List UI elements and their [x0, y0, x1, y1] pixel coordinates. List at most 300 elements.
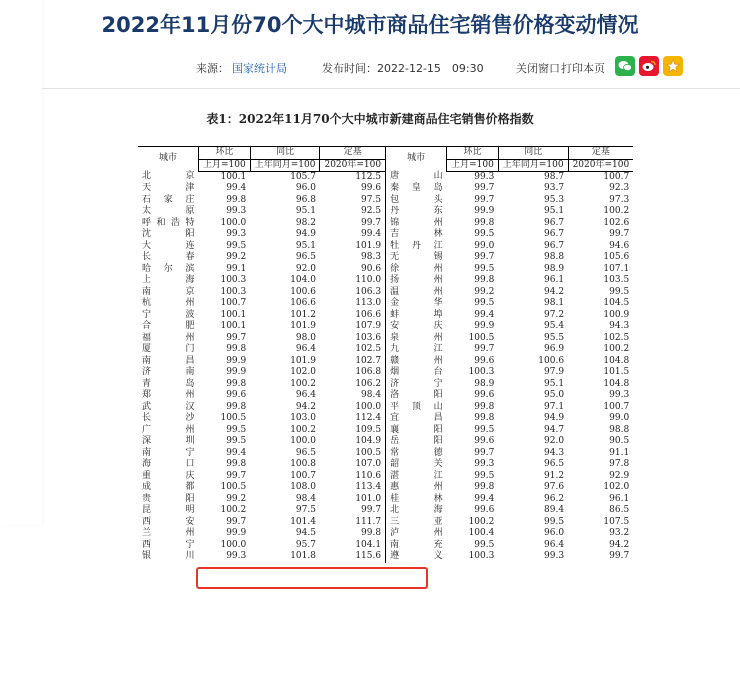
- table-row: [138, 505, 633, 517]
- city-cell: 天 津: [142, 183, 195, 193]
- base-value-cell: 104.1: [355, 539, 382, 550]
- base-value-cell: 110.6: [355, 470, 382, 481]
- table-row: [138, 402, 633, 414]
- mom-value-cell: 100.1: [220, 321, 247, 331]
- yoy-value-cell: 96.5: [295, 447, 316, 458]
- yoy-value-cell: 100.2: [290, 378, 316, 389]
- mom-value-cell: 99.9: [226, 367, 247, 377]
- table-row: [138, 310, 633, 322]
- city-cell: 湛 江: [386, 471, 447, 483]
- base-value-cell: 92.5: [361, 206, 382, 216]
- base-value-cell: 100.7: [603, 171, 630, 182]
- yoy-value-cell: 96.4: [544, 539, 565, 550]
- city-cell: 徐 州: [386, 264, 447, 276]
- city-cell: 上 海: [142, 275, 195, 285]
- city-cell: 太 原: [142, 206, 195, 216]
- yoy-value-cell: 100.6: [290, 286, 316, 297]
- yoy-value-cell: 101.9: [290, 321, 316, 331]
- city-cell: 丹 东: [386, 206, 447, 218]
- city-cell: 北 海: [386, 505, 447, 517]
- mom-value-cell: 99.8: [226, 344, 247, 354]
- wechat-icon[interactable]: [615, 56, 635, 76]
- source-label: 来源：: [196, 62, 229, 75]
- mom-value-cell: 99.7: [226, 470, 247, 481]
- table-row: [138, 540, 633, 552]
- mom-value-cell: 99.6: [474, 390, 495, 400]
- city-cell: 郑 州: [142, 390, 195, 400]
- mom-value-cell: 99.3: [226, 206, 247, 216]
- mom-value-cell: 100.0: [220, 217, 247, 228]
- mom-value-cell: 99.3: [226, 551, 247, 561]
- city-cell: 吉 林: [386, 229, 447, 241]
- mom-value-cell: 99.9: [226, 355, 247, 366]
- base-value-cell: 102.0: [603, 482, 630, 492]
- city-cell: 武 汉: [142, 401, 195, 412]
- yoy-value-cell: 100.7: [290, 470, 316, 481]
- base-value-cell: 100.7: [603, 401, 630, 412]
- publish-time: 2022-12-15 09:30: [377, 62, 484, 75]
- base-value-cell: 115.6: [355, 551, 382, 561]
- city-cell: 九 江: [386, 344, 447, 356]
- base-value-cell: 101.0: [355, 493, 382, 504]
- table-row: [138, 252, 633, 264]
- mom-value-cell: 100.2: [220, 505, 247, 515]
- price-index-table: [138, 146, 633, 563]
- base-value-cell: 97.8: [609, 459, 630, 469]
- mom-value-cell: 99.5: [226, 436, 247, 446]
- city-cell: 昆 明: [142, 505, 195, 515]
- base-value-cell: 110.0: [355, 275, 382, 285]
- mom-value-cell: 99.8: [474, 275, 495, 285]
- yoy-value-cell: 94.7: [544, 424, 565, 435]
- city-cell: 泉 州: [386, 333, 447, 345]
- base-value-cell: 99.6: [361, 183, 382, 193]
- city-cell: 洛 阳: [386, 390, 447, 402]
- base-value-cell: 102.5: [355, 344, 382, 354]
- mom-value-cell: 99.7: [474, 252, 495, 262]
- yoy-value-cell: 96.7: [544, 217, 565, 228]
- yoy-value-cell: 92.0: [544, 436, 565, 446]
- base-value-cell: 99.8: [361, 528, 382, 538]
- mom-value-cell: 99.2: [226, 252, 247, 262]
- base-value-cell: 98.4: [361, 390, 382, 400]
- mom-value-cell: 100.3: [468, 551, 495, 561]
- yoy-value-cell: 95.1: [295, 240, 316, 251]
- print-page-button[interactable]: 打印本页: [561, 62, 605, 75]
- city-cell: 杭 州: [142, 298, 195, 308]
- city-cell: 秦皇岛: [386, 183, 447, 195]
- base-value-cell: 107.0: [355, 459, 382, 469]
- yoy-value-cell: 104.0: [290, 275, 316, 285]
- mom-value-cell: 99.7: [226, 516, 247, 527]
- yoy-value-cell: 95.1: [544, 206, 565, 216]
- mom-value-cell: 99.2: [474, 286, 495, 297]
- base-value-cell: 100.0: [355, 401, 382, 412]
- city-cell: 安 庆: [386, 321, 447, 333]
- mom-value-cell: 99.9: [226, 528, 247, 538]
- yoy-value-cell: 95.3: [544, 194, 565, 205]
- city-cell: 赣 州: [386, 356, 447, 368]
- header-divider: [42, 88, 740, 89]
- mom-value-cell: 99.3: [474, 171, 495, 182]
- header-yoy-left: 同比: [250, 147, 320, 160]
- table-row: [138, 171, 633, 183]
- yoy-value-cell: 94.3: [544, 447, 565, 458]
- city-cell: 三 亚: [386, 517, 447, 529]
- city-cell: 银 川: [142, 551, 195, 561]
- table-row: [138, 241, 633, 253]
- table-row: [138, 471, 633, 483]
- yoy-value-cell: 96.9: [544, 344, 565, 354]
- table-row: [138, 482, 633, 494]
- city-cell: 无 锡: [386, 252, 447, 264]
- base-value-cell: 99.3: [609, 390, 630, 400]
- city-cell: 襄 阳: [386, 425, 447, 437]
- base-value-cell: 96.1: [609, 493, 630, 504]
- base-value-cell: 106.3: [355, 286, 382, 297]
- yoy-value-cell: 93.7: [544, 183, 565, 193]
- base-value-cell: 107.1: [603, 263, 630, 274]
- yoy-value-cell: 95.7: [295, 539, 316, 550]
- highlight-box-chengdu: [196, 567, 428, 589]
- city-cell: 金 华: [386, 298, 447, 310]
- yoy-value-cell: 96.0: [544, 528, 565, 538]
- yoy-value-cell: 98.7: [544, 171, 565, 182]
- table-row: [138, 321, 633, 333]
- table-row: [138, 459, 633, 471]
- base-value-cell: 92.3: [609, 183, 630, 193]
- base-value-cell: 104.8: [603, 355, 630, 366]
- city-cell: 惠 州: [386, 482, 447, 494]
- mom-value-cell: 100.1: [220, 309, 247, 320]
- city-cell: 北 京: [142, 171, 195, 182]
- mom-value-cell: 99.5: [226, 240, 247, 251]
- mom-value-cell: 99.8: [226, 459, 247, 469]
- mom-value-cell: 99.8: [474, 217, 495, 228]
- city-cell: 石家庄: [142, 194, 195, 205]
- city-cell: 西 宁: [142, 539, 195, 550]
- city-cell: 南 充: [386, 540, 447, 552]
- mom-value-cell: 99.1: [226, 263, 247, 274]
- table-row: [138, 195, 633, 207]
- yoy-value-cell: 103.0: [290, 413, 316, 423]
- mom-value-cell: 99.4: [226, 447, 247, 458]
- publish-label: 发布时间：: [322, 62, 377, 75]
- header-yoy-sub-left: 上年同月=100: [250, 159, 320, 171]
- mom-value-cell: 99.7: [474, 183, 495, 193]
- table-row: [138, 436, 633, 448]
- mom-value-cell: 100.5: [220, 482, 247, 492]
- mom-value-cell: 99.8: [474, 482, 495, 492]
- table-row: [138, 367, 633, 379]
- yoy-value-cell: 96.5: [544, 459, 565, 469]
- base-value-cell: 112.5: [355, 171, 382, 182]
- mom-value-cell: 99.4: [474, 309, 495, 320]
- base-value-cell: 107.5: [603, 516, 630, 527]
- city-cell: 济 宁: [386, 379, 447, 391]
- table-row: [138, 206, 633, 218]
- base-value-cell: 106.6: [355, 309, 382, 320]
- city-cell: 福 州: [142, 332, 195, 343]
- yoy-value-cell: 97.1: [544, 401, 565, 412]
- table-title: 表1：2022年11月70个大中城市新建商品住宅销售价格指数: [206, 112, 534, 126]
- header-base-sub-right: 2020年=100: [568, 159, 633, 171]
- city-cell: 平顶山: [386, 402, 447, 414]
- header-mom-sub-left: 上月=100: [199, 159, 251, 171]
- table-row: [138, 298, 633, 310]
- base-value-cell: 100.2: [603, 206, 630, 216]
- yoy-value-cell: 94.2: [544, 286, 565, 297]
- table-row: [138, 379, 633, 391]
- yoy-value-cell: 105.7: [290, 171, 316, 182]
- yoy-value-cell: 96.8: [295, 194, 316, 205]
- header-base-right: 定基: [568, 147, 633, 160]
- mom-value-cell: 99.5: [474, 229, 495, 239]
- city-cell: 烟 台: [386, 367, 447, 379]
- base-value-cell: 98.3: [361, 252, 382, 262]
- mom-value-cell: 100.1: [220, 171, 247, 182]
- base-value-cell: 100.9: [603, 309, 630, 320]
- yoy-value-cell: 98.2: [295, 217, 316, 228]
- header-mom-left: 环比: [199, 147, 251, 160]
- mom-value-cell: 99.4: [226, 183, 247, 193]
- yoy-value-cell: 96.2: [544, 493, 565, 504]
- yoy-value-cell: 100.8: [290, 459, 316, 469]
- mom-value-cell: 100.3: [468, 367, 495, 377]
- base-value-cell: 102.6: [603, 217, 630, 228]
- yoy-value-cell: 95.4: [544, 321, 565, 331]
- page-title: 2022年11月份70个大中城市商品住宅销售价格变动情况: [101, 13, 639, 37]
- city-cell: 海 口: [142, 459, 195, 469]
- header-yoy-right: 同比: [498, 147, 568, 160]
- city-cell: 宁 波: [142, 309, 195, 320]
- city-cell: 合 肥: [142, 321, 195, 331]
- city-cell: 贵 阳: [142, 493, 195, 504]
- base-value-cell: 101.5: [603, 367, 630, 377]
- base-value-cell: 102.5: [603, 332, 630, 343]
- yoy-value-cell: 89.4: [544, 505, 565, 515]
- city-cell: 呼和浩特: [142, 217, 195, 228]
- yoy-value-cell: 97.5: [295, 505, 316, 515]
- mom-value-cell: 99.5: [474, 263, 495, 274]
- yoy-value-cell: 94.2: [295, 401, 316, 412]
- mom-value-cell: 99.5: [474, 470, 495, 481]
- base-value-cell: 100.5: [355, 447, 382, 458]
- yoy-value-cell: 95.1: [295, 206, 316, 216]
- table-row: [138, 494, 633, 506]
- base-value-cell: 99.4: [361, 229, 382, 239]
- mom-value-cell: 100.3: [220, 275, 247, 285]
- table-row: [138, 275, 633, 287]
- base-value-cell: 112.4: [355, 413, 382, 423]
- base-value-cell: 104.9: [355, 436, 382, 446]
- base-value-cell: 113.4: [355, 482, 382, 492]
- base-value-cell: 99.7: [609, 229, 630, 239]
- city-cell: 牡丹江: [386, 241, 447, 253]
- city-cell: 长 沙: [142, 413, 195, 423]
- base-value-cell: 99.5: [609, 286, 630, 297]
- base-value-cell: 99.7: [361, 505, 382, 515]
- table-row: [138, 551, 633, 563]
- city-cell: 西 安: [142, 516, 195, 527]
- qzone-icon[interactable]: [663, 56, 683, 76]
- base-value-cell: 104.8: [603, 378, 630, 389]
- mom-value-cell: 100.3: [220, 286, 247, 297]
- mom-value-cell: 99.2: [226, 493, 247, 504]
- yoy-value-cell: 101.4: [290, 516, 316, 527]
- table-row: [138, 413, 633, 425]
- base-value-cell: 105.6: [603, 252, 630, 262]
- city-cell: 包 头: [386, 195, 447, 207]
- city-cell: 重 庆: [142, 470, 195, 481]
- city-cell: 扬 州: [386, 275, 447, 287]
- yoy-value-cell: 101.2: [290, 309, 316, 320]
- yoy-value-cell: 101.8: [290, 551, 316, 561]
- mom-value-cell: 99.0: [474, 240, 495, 251]
- base-value-cell: 109.5: [355, 424, 382, 435]
- table-row: [138, 448, 633, 460]
- yoy-value-cell: 97.6: [544, 482, 565, 492]
- mom-value-cell: 99.5: [226, 424, 247, 435]
- header-base-left: 定基: [320, 147, 386, 160]
- source-link[interactable]: 国家统计局: [232, 62, 287, 75]
- city-cell: 蚌 埠: [386, 310, 447, 322]
- city-cell: 长 春: [142, 252, 195, 262]
- yoy-value-cell: 101.9: [290, 355, 316, 366]
- table-row: [138, 333, 633, 345]
- mom-value-cell: 100.2: [468, 516, 495, 527]
- mom-value-cell: 99.9: [474, 206, 495, 216]
- mom-value-cell: 99.7: [474, 194, 495, 205]
- city-cell: 韶 关: [386, 459, 447, 471]
- base-value-cell: 101.9: [355, 240, 382, 251]
- base-value-cell: 90.6: [361, 263, 382, 274]
- header-yoy-sub-right: 上年同月=100: [498, 159, 568, 171]
- city-cell: 锦 州: [386, 218, 447, 230]
- city-cell: 泸 州: [386, 528, 447, 540]
- table-row: [138, 356, 633, 368]
- base-value-cell: 91.1: [609, 447, 630, 458]
- yoy-value-cell: 98.0: [295, 332, 316, 343]
- mom-value-cell: 100.5: [220, 413, 247, 423]
- table-row: [138, 229, 633, 241]
- mom-value-cell: 99.6: [474, 436, 495, 446]
- yoy-value-cell: 91.2: [544, 470, 565, 481]
- yoy-value-cell: 102.0: [290, 367, 316, 377]
- mom-value-cell: 99.6: [226, 390, 247, 400]
- mom-value-cell: 99.3: [474, 459, 495, 469]
- mom-value-cell: 99.7: [226, 332, 247, 343]
- yoy-value-cell: 108.0: [290, 482, 316, 492]
- table-row: [138, 344, 633, 356]
- city-cell: 南 昌: [142, 355, 195, 366]
- yoy-value-cell: 98.8: [544, 252, 565, 262]
- mom-value-cell: 99.5: [474, 298, 495, 308]
- city-cell: 济 南: [142, 367, 195, 377]
- table-row: [138, 425, 633, 437]
- base-value-cell: 99.0: [609, 413, 630, 423]
- mom-value-cell: 99.4: [474, 493, 495, 504]
- city-cell: 唐 山: [386, 171, 447, 183]
- yoy-value-cell: 95.5: [544, 332, 565, 343]
- base-value-cell: 100.2: [603, 344, 630, 354]
- yoy-value-cell: 99.3: [544, 551, 565, 561]
- yoy-value-cell: 94.9: [544, 413, 565, 423]
- table-body: [138, 171, 633, 563]
- base-value-cell: 94.6: [609, 240, 630, 251]
- city-cell: 宜 昌: [386, 413, 447, 425]
- yoy-value-cell: 100.0: [290, 436, 316, 446]
- mom-value-cell: 99.8: [226, 194, 247, 205]
- yoy-value-cell: 95.1: [544, 378, 565, 389]
- base-value-cell: 106.8: [355, 367, 382, 377]
- weibo-icon[interactable]: [639, 56, 659, 76]
- city-cell: 大 连: [142, 240, 195, 251]
- base-value-cell: 98.8: [609, 424, 630, 435]
- close-window-button[interactable]: 关闭窗口: [516, 62, 560, 75]
- mom-value-cell: 100.5: [468, 332, 495, 343]
- city-cell: 桂 林: [386, 494, 447, 506]
- yoy-value-cell: 106.6: [290, 298, 316, 308]
- table-row: [138, 528, 633, 540]
- city-cell: 成 都: [142, 482, 195, 492]
- table-row: [138, 264, 633, 276]
- header-mom-sub-right: 上月=100: [447, 159, 499, 171]
- yoy-value-cell: 96.7: [544, 240, 565, 251]
- base-value-cell: 97.3: [609, 194, 630, 205]
- yoy-value-cell: 94.5: [295, 528, 316, 538]
- yoy-value-cell: 100.2: [290, 424, 316, 435]
- base-value-cell: 90.5: [609, 436, 630, 446]
- mom-value-cell: 99.6: [474, 505, 495, 515]
- yoy-value-cell: 98.4: [295, 493, 316, 504]
- base-value-cell: 104.5: [603, 298, 630, 308]
- yoy-value-cell: 92.0: [295, 263, 316, 274]
- table-row: [138, 517, 633, 529]
- yoy-value-cell: 98.1: [544, 298, 565, 308]
- base-value-cell: 97.5: [361, 194, 382, 205]
- base-value-cell: 99.7: [609, 551, 630, 561]
- city-cell: 深 圳: [142, 436, 195, 446]
- city-cell: 厦 门: [142, 344, 195, 354]
- header-city-right: 城市: [386, 147, 447, 172]
- base-value-cell: 94.2: [609, 539, 630, 550]
- mom-value-cell: 100.4: [468, 528, 495, 538]
- mom-value-cell: 99.8: [474, 401, 495, 412]
- mom-value-cell: 99.6: [474, 355, 495, 366]
- mom-value-cell: 100.0: [220, 539, 247, 550]
- mom-value-cell: 100.7: [220, 298, 247, 308]
- mom-value-cell: 99.3: [226, 229, 247, 239]
- base-value-cell: 99.7: [361, 217, 382, 228]
- mom-value-cell: 99.7: [474, 344, 495, 354]
- mom-value-cell: 99.8: [226, 401, 247, 412]
- mom-value-cell: 99.5: [474, 424, 495, 435]
- base-value-cell: 103.5: [603, 275, 630, 285]
- city-cell: 常 德: [386, 448, 447, 460]
- base-value-cell: 107.9: [355, 321, 382, 331]
- yoy-value-cell: 97.2: [544, 309, 565, 320]
- city-cell: 青 岛: [142, 378, 195, 389]
- table-row: [138, 218, 633, 230]
- mom-value-cell: 99.8: [474, 413, 495, 423]
- yoy-value-cell: 95.0: [544, 390, 565, 400]
- city-cell: 广 州: [142, 424, 195, 435]
- base-value-cell: 92.9: [609, 470, 630, 481]
- base-value-cell: 106.2: [355, 378, 382, 389]
- yoy-value-cell: 94.9: [295, 229, 316, 239]
- base-value-cell: 94.3: [609, 321, 630, 331]
